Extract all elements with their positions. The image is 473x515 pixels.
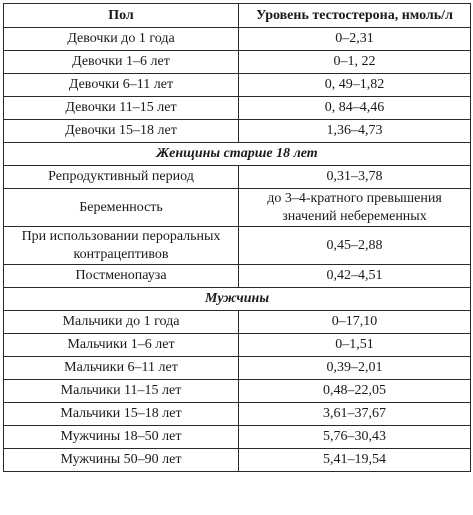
row-value: 0, 49–1,82	[239, 74, 471, 97]
table-row	[4, 334, 471, 357]
row-value: 5,76–30,43	[239, 426, 471, 449]
row-value: 0,48–22,05	[239, 380, 471, 403]
row-label: При использовании пероральных контрацептивов	[4, 227, 239, 265]
section-header-row	[4, 143, 471, 166]
table-row	[4, 74, 471, 97]
table-row	[4, 265, 471, 288]
row-value: 1,36–4,73	[239, 120, 471, 143]
row-label: Мальчики до 1 года	[4, 311, 239, 334]
table-row	[4, 380, 471, 403]
table-row	[4, 120, 471, 143]
table-row	[4, 357, 471, 380]
row-label: Девочки 1–6 лет	[4, 51, 239, 74]
table-row	[4, 51, 471, 74]
row-label: Мальчики 11–15 лет	[4, 380, 239, 403]
table-row	[4, 403, 471, 426]
row-label: Девочки 15–18 лет	[4, 120, 239, 143]
row-value: 0,31–3,78	[239, 166, 471, 189]
table-row	[4, 449, 471, 472]
row-value: до 3–4-кратного превышения значений небеременных	[239, 189, 471, 227]
table-header-row	[4, 4, 471, 28]
row-value: 0–17,10	[239, 311, 471, 334]
table-row	[4, 97, 471, 120]
row-value: 3,61–37,67	[239, 403, 471, 426]
section-title: Мужчины	[4, 288, 471, 311]
row-label: Беременность	[4, 189, 239, 227]
table-row	[4, 166, 471, 189]
row-value: 0, 84–4,46	[239, 97, 471, 120]
row-label: Мальчики 6–11 лет	[4, 357, 239, 380]
table-row	[4, 28, 471, 51]
row-label: Репродуктивный период	[4, 166, 239, 189]
row-value: 0–1,51	[239, 334, 471, 357]
table-row	[4, 227, 471, 265]
row-label: Мужчины 18–50 лет	[4, 426, 239, 449]
row-label: Девочки 11–15 лет	[4, 97, 239, 120]
row-label: Мужчины 50–90 лет	[4, 449, 239, 472]
row-value: 0–1, 22	[239, 51, 471, 74]
row-label: Постменопауза	[4, 265, 239, 288]
row-value: 0,39–2,01	[239, 357, 471, 380]
header-testosterone-level: Уровень тестостерона, нмоль/л	[239, 4, 471, 28]
row-value: 0,42–4,51	[239, 265, 471, 288]
row-value: 0,45–2,88	[239, 227, 471, 265]
section-header-row	[4, 288, 471, 311]
row-value: 0–2,31	[239, 28, 471, 51]
row-label: Мальчики 15–18 лет	[4, 403, 239, 426]
table-row	[4, 189, 471, 227]
header-sex: Пол	[4, 4, 239, 28]
table-row	[4, 426, 471, 449]
row-label: Мальчики 1–6 лет	[4, 334, 239, 357]
row-label: Девочки до 1 года	[4, 28, 239, 51]
row-label: Девочки 6–11 лет	[4, 74, 239, 97]
table-row	[4, 311, 471, 334]
section-title: Женщины старше 18 лет	[4, 143, 471, 166]
testosterone-reference-table	[3, 3, 471, 472]
row-value: 5,41–19,54	[239, 449, 471, 472]
